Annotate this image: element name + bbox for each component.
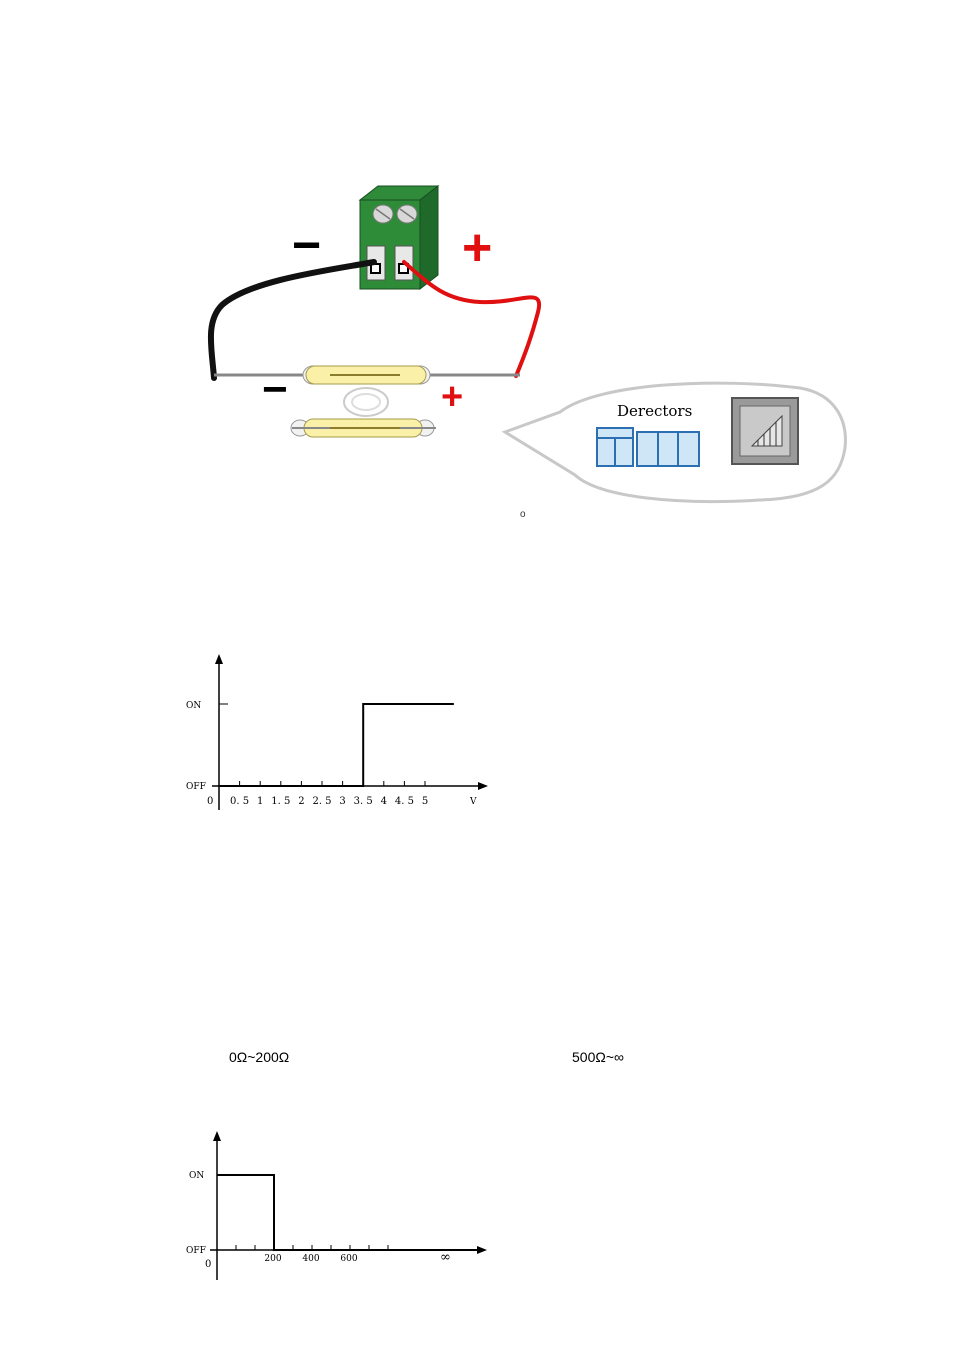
chart1-x-tick-label: 4. 5 xyxy=(394,796,414,807)
chart2-infinity-label: ∞ xyxy=(440,1250,451,1265)
small-dot: o xyxy=(520,509,526,520)
chart2-x-tick-label: 200 xyxy=(264,1254,282,1264)
window-icon xyxy=(597,428,699,466)
magnet-ring-icon xyxy=(344,388,388,416)
chart1-x-tick-label: 3. 5 xyxy=(353,796,373,807)
chart1-x-tick-label: 1 xyxy=(257,796,264,807)
voltage-switch-chart xyxy=(0,640,954,820)
red-wire xyxy=(404,262,539,376)
chart1-x-tick-label: 2. 5 xyxy=(312,796,332,807)
off-range-label: 500Ω~∞ xyxy=(572,1049,624,1065)
chart1-unit: V xyxy=(470,797,477,807)
chart2-step-line xyxy=(217,1175,478,1250)
chart2-x-tick-label: 600 xyxy=(340,1254,358,1264)
chart1-x-tick-label: 2 xyxy=(298,796,305,807)
chart1-y-arrow xyxy=(215,654,223,664)
chart1-ylabel-off: OFF xyxy=(186,782,206,792)
door-sensor-icon xyxy=(732,398,798,464)
terminal-block xyxy=(360,186,438,289)
chart1-x-arrow xyxy=(478,782,488,790)
resistance-switch-chart xyxy=(0,1120,954,1290)
plus-sign-lower: + xyxy=(441,376,464,418)
chart1-origin: 0 xyxy=(207,796,214,807)
plus-sign-top: + xyxy=(462,219,493,277)
on-range-label: 0Ω~200Ω xyxy=(229,1049,290,1065)
chart1-ylabel-on: ON xyxy=(186,701,202,711)
chart1-x-tick-label: 3 xyxy=(339,796,346,807)
minus-sign-lower: − xyxy=(262,365,288,414)
chart2-origin: 0 xyxy=(205,1259,212,1270)
chart1-x-tick-label: 5 xyxy=(421,796,429,807)
chart2-ylabel-on: ON xyxy=(189,1171,205,1181)
chart2-y-arrow xyxy=(213,1131,221,1141)
bubble-label: Derectors xyxy=(617,402,693,420)
chart1-x-tick-label: 0. 5 xyxy=(230,796,250,807)
chart1-x-tick-label: 4 xyxy=(380,796,387,807)
reed-switch-lower xyxy=(291,419,436,437)
chart1-x-tick-label: 1. 5 xyxy=(271,796,291,807)
reed-switch-upper xyxy=(214,366,520,384)
chart2-x-tick-label: 400 xyxy=(302,1254,320,1264)
chart2-ylabel-off: OFF xyxy=(186,1246,206,1256)
black-wire xyxy=(211,262,374,378)
minus-sign-top: − xyxy=(292,217,322,273)
chart2-x-arrow xyxy=(477,1246,487,1254)
chart1-step-line xyxy=(219,704,454,786)
